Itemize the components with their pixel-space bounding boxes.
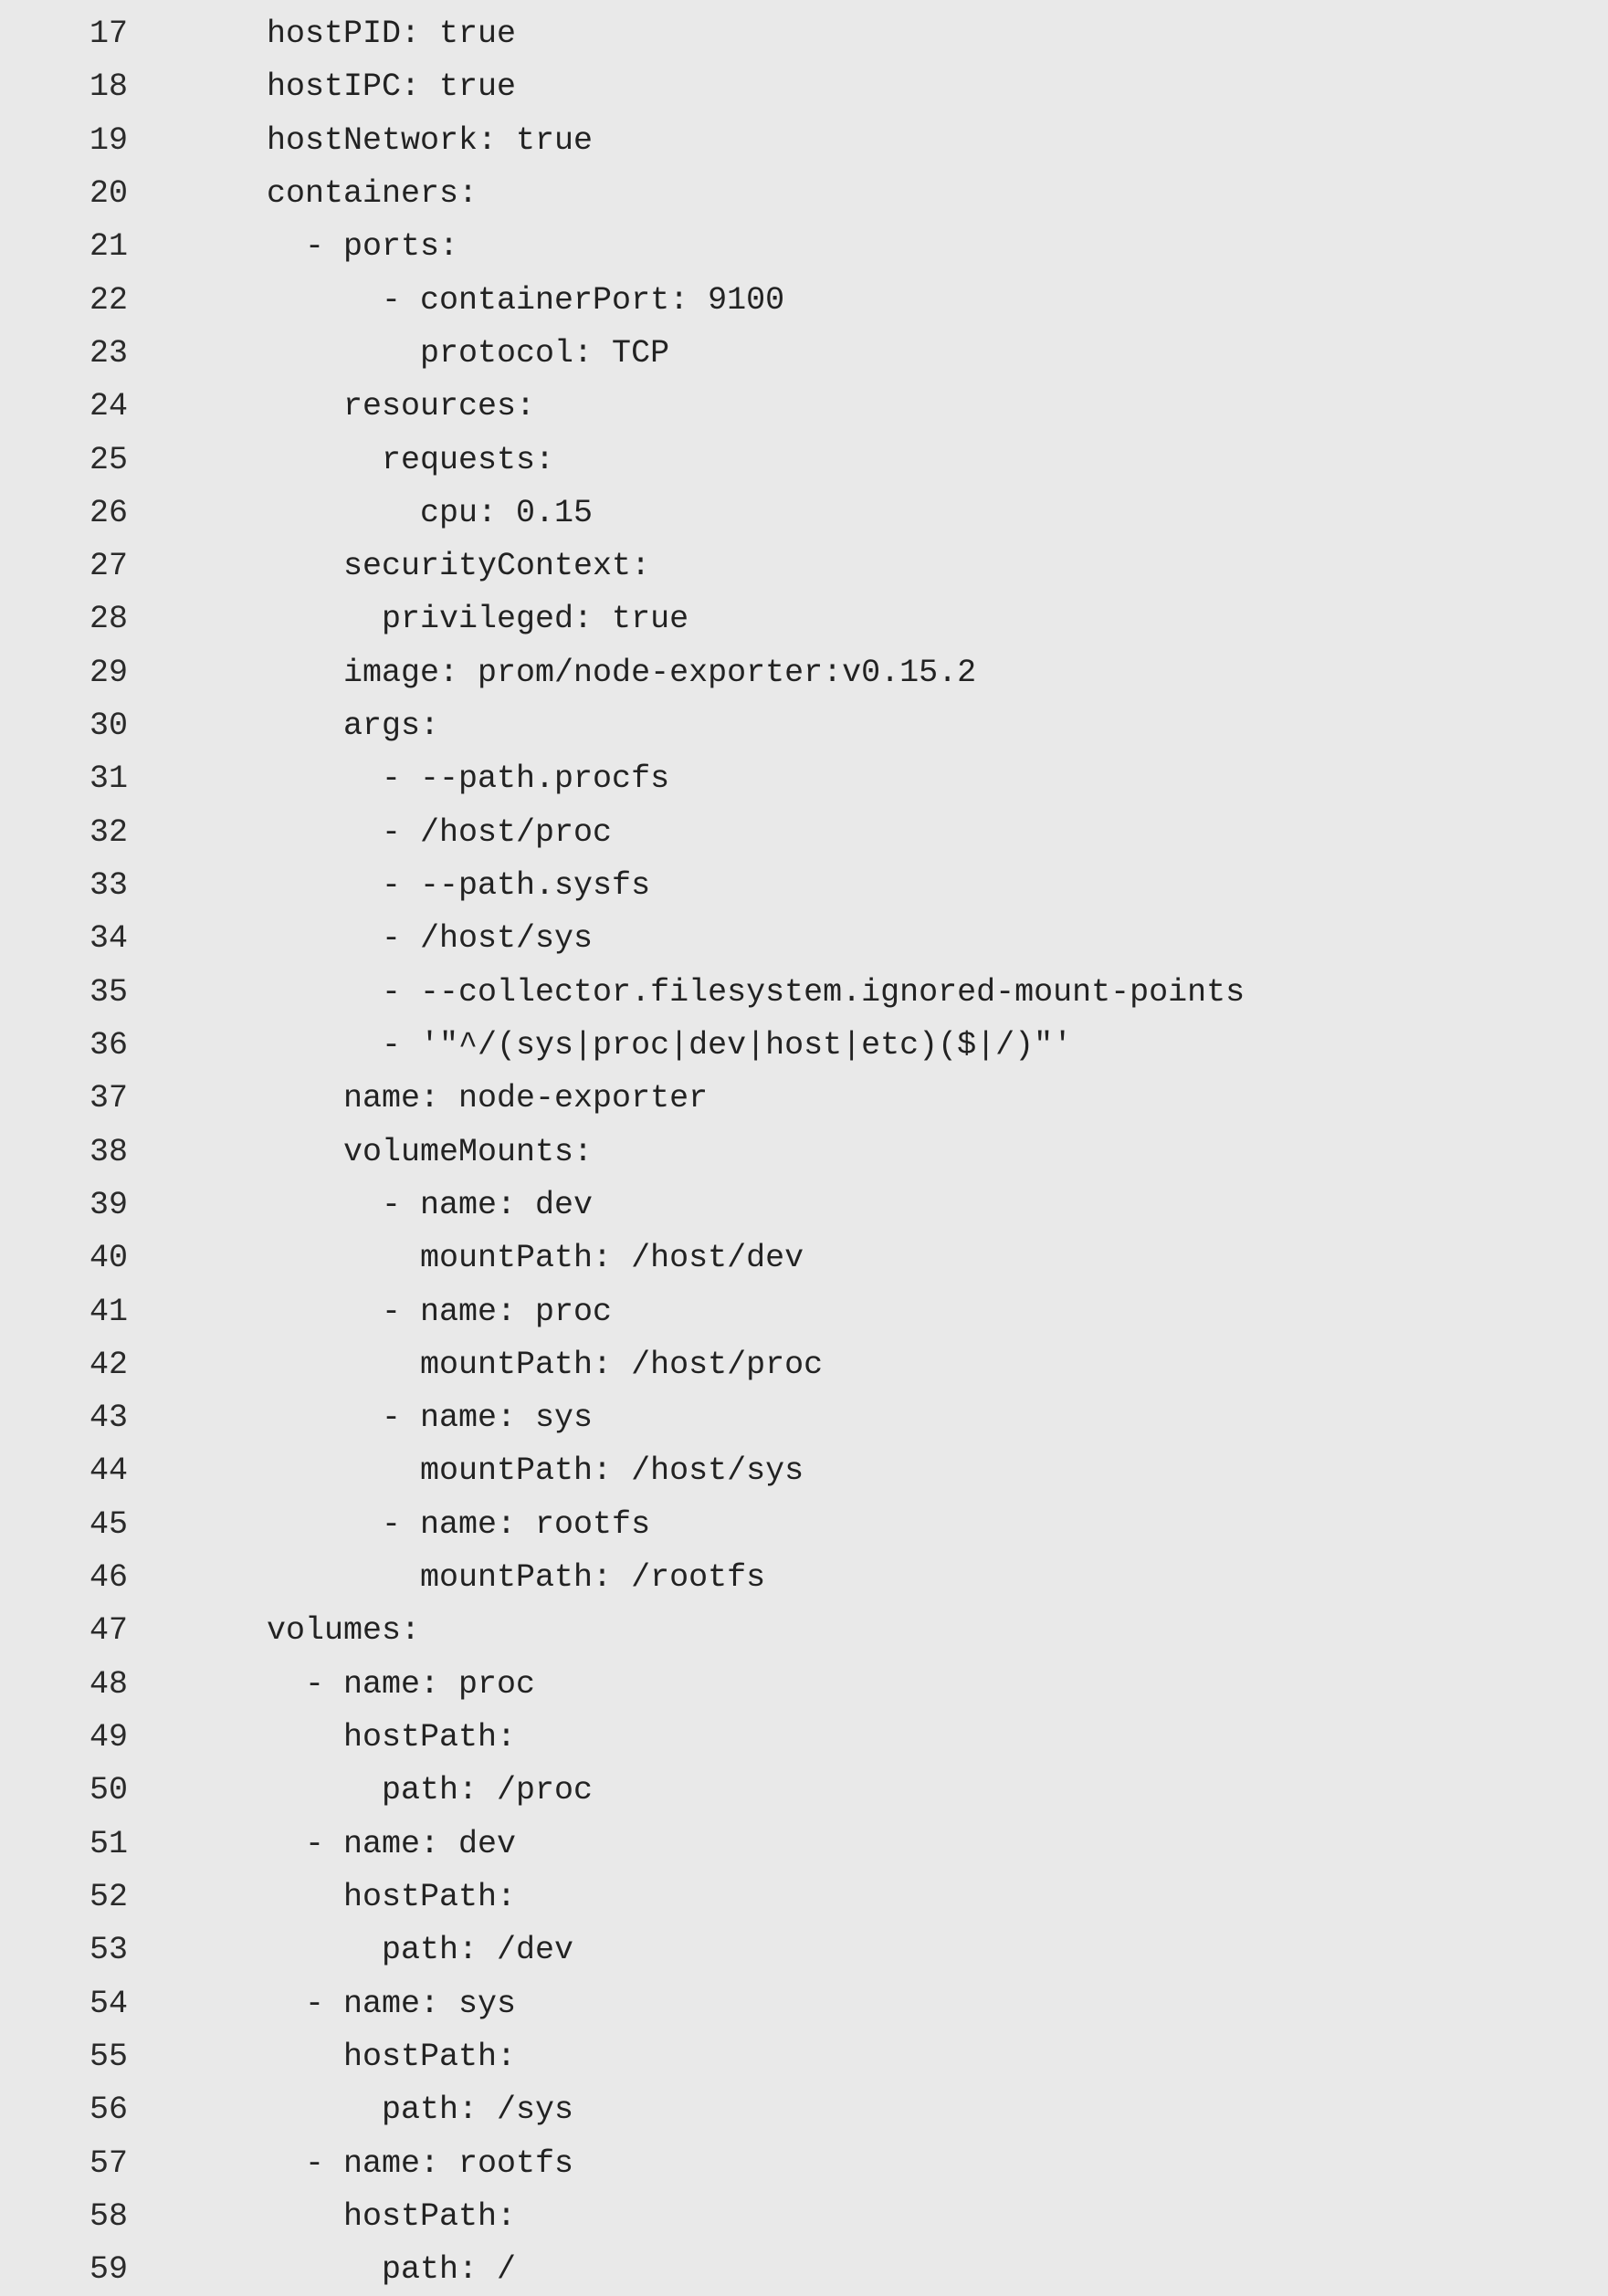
line-number: 23: [89, 334, 128, 372]
line-number: 36: [89, 1026, 128, 1064]
code-line: [0, 1818, 1608, 1871]
code-text: - name: proc: [267, 1293, 613, 1330]
code-line: [0, 1232, 1608, 1284]
code-text: volumeMounts:: [267, 1133, 594, 1170]
code-line: [0, 2190, 1608, 2243]
code-line: [0, 1924, 1608, 1976]
code-text: volumes:: [267, 1612, 421, 1650]
code-line: [0, 752, 1608, 805]
line-number: 30: [89, 708, 128, 745]
line-number: 27: [89, 548, 128, 585]
line-number: 46: [89, 1559, 128, 1597]
line-number: 33: [89, 867, 128, 904]
code-text: - --path.sysfs: [267, 867, 651, 904]
code-text: - /host/proc: [267, 813, 613, 851]
line-number: 29: [89, 654, 128, 691]
code-text: - name: rootfs: [267, 2144, 574, 2182]
code-text: protocol: TCP: [267, 334, 670, 372]
code-text: - --collector.filesystem.ignored-mount-points: [267, 973, 1245, 1011]
code-text: - containerPort: 9100: [267, 281, 785, 319]
line-number: 38: [89, 1133, 128, 1170]
code-line: [0, 60, 1608, 113]
code-line: [0, 1604, 1608, 1657]
code-line: [0, 380, 1608, 433]
code-text: privileged: true: [267, 601, 689, 638]
line-number: 22: [89, 281, 128, 319]
line-number: 54: [89, 1985, 128, 2022]
code-text: - --path.procfs: [267, 760, 670, 798]
line-number: 55: [89, 2038, 128, 2075]
code-text: containers:: [267, 174, 478, 212]
code-line: [0, 1551, 1608, 1604]
code-text: cpu: 0.15: [267, 494, 594, 531]
code-text: - name: sys: [267, 1985, 517, 2022]
line-number: 28: [89, 601, 128, 638]
line-number: 57: [89, 2144, 128, 2182]
code-line: [0, 2243, 1608, 2296]
code-line: [0, 114, 1608, 167]
line-number: 37: [89, 1080, 128, 1117]
line-number: 32: [89, 813, 128, 851]
code-line: [0, 1126, 1608, 1179]
code-text: - /host/sys: [267, 920, 594, 958]
code-text: path: /: [267, 2251, 517, 2289]
line-number: 45: [89, 1505, 128, 1543]
code-line: [0, 1444, 1608, 1497]
line-number: 21: [89, 228, 128, 266]
code-line: [0, 540, 1608, 592]
code-line: [0, 167, 1608, 220]
line-number: 51: [89, 1825, 128, 1862]
code-line: [0, 699, 1608, 752]
line-number: 25: [89, 441, 128, 478]
code-text: path: /dev: [267, 1932, 574, 1969]
line-number: 58: [89, 2197, 128, 2235]
code-line: [0, 1019, 1608, 1072]
code-text: securityContext:: [267, 548, 651, 585]
line-number: 44: [89, 1452, 128, 1490]
line-number: 35: [89, 973, 128, 1011]
code-text: hostPath:: [267, 2197, 517, 2235]
line-number: 49: [89, 1719, 128, 1756]
code-line: [0, 327, 1608, 380]
code-line: [0, 220, 1608, 273]
line-number: 40: [89, 1240, 128, 1277]
line-number: 59: [89, 2251, 128, 2289]
code-line: [0, 1179, 1608, 1232]
code-text: - name: sys: [267, 1400, 594, 1437]
line-number: 31: [89, 760, 128, 798]
code-text: mountPath: /host/dev: [267, 1240, 804, 1277]
code-line: [0, 1977, 1608, 2030]
code-text: hostPath:: [267, 2038, 517, 2075]
code-text: path: /proc: [267, 1772, 594, 1809]
code-line: [0, 592, 1608, 645]
line-number: 48: [89, 1665, 128, 1703]
line-number: 20: [89, 174, 128, 212]
line-number: 26: [89, 494, 128, 531]
code-text: mountPath: /host/sys: [267, 1452, 804, 1490]
line-number: 56: [89, 2092, 128, 2129]
code-text: hostPath:: [267, 1719, 517, 1756]
code-text: - ports:: [267, 228, 459, 266]
code-text: hostNetwork: true: [267, 121, 594, 159]
code-text: resources:: [267, 388, 536, 425]
code-text: path: /sys: [267, 2092, 574, 2129]
code-text: - '"^/(sys|proc|dev|host|etc)($|/)"': [267, 1026, 1073, 1064]
line-number: 41: [89, 1293, 128, 1330]
line-number: 52: [89, 1878, 128, 1915]
line-number: 17: [89, 16, 128, 52]
code-line: [0, 1764, 1608, 1817]
code-text: hostPID: true: [267, 16, 517, 52]
code-line: [0, 487, 1608, 540]
line-number: 18: [89, 68, 128, 106]
code-text: hostIPC: true: [267, 68, 517, 106]
code-line: [0, 1285, 1608, 1338]
code-text: mountPath: /rootfs: [267, 1559, 766, 1597]
code-text: mountPath: /host/proc: [267, 1346, 824, 1383]
code-line: [0, 1391, 1608, 1444]
code-line: [0, 274, 1608, 327]
code-line: [0, 2137, 1608, 2190]
code-text: requests:: [267, 441, 555, 478]
code-line: [0, 2083, 1608, 2136]
line-number: 47: [89, 1612, 128, 1650]
code-line: [0, 1498, 1608, 1551]
code-text: - name: rootfs: [267, 1505, 651, 1543]
code-line: [0, 2030, 1608, 2083]
code-text: name: node-exporter: [267, 1080, 709, 1117]
code-text: image: prom/node-exporter:v0.15.2: [267, 654, 977, 691]
code-text: - name: dev: [267, 1186, 594, 1223]
code-line: [0, 806, 1608, 859]
code-line: [0, 1658, 1608, 1711]
code-line: [0, 646, 1608, 699]
line-number: 34: [89, 920, 128, 958]
code-text: - name: proc: [267, 1665, 536, 1703]
code-line: [0, 1711, 1608, 1764]
code-line: [0, 434, 1608, 487]
code-text: hostPath:: [267, 1878, 517, 1915]
line-number: 50: [89, 1772, 128, 1809]
line-number: 53: [89, 1932, 128, 1969]
code-line: [0, 859, 1608, 912]
code-line: [0, 1338, 1608, 1391]
code-line: [0, 912, 1608, 965]
line-number: 43: [89, 1400, 128, 1437]
line-number: 24: [89, 388, 128, 425]
line-number: 39: [89, 1186, 128, 1223]
code-text: args:: [267, 708, 440, 745]
line-number: 42: [89, 1346, 128, 1383]
code-line: [0, 1072, 1608, 1125]
code-line: [0, 1871, 1608, 1924]
code-line: [0, 966, 1608, 1019]
code-text: - name: dev: [267, 1825, 517, 1862]
code-line: [0, 7, 1608, 60]
line-number: 19: [89, 121, 128, 159]
